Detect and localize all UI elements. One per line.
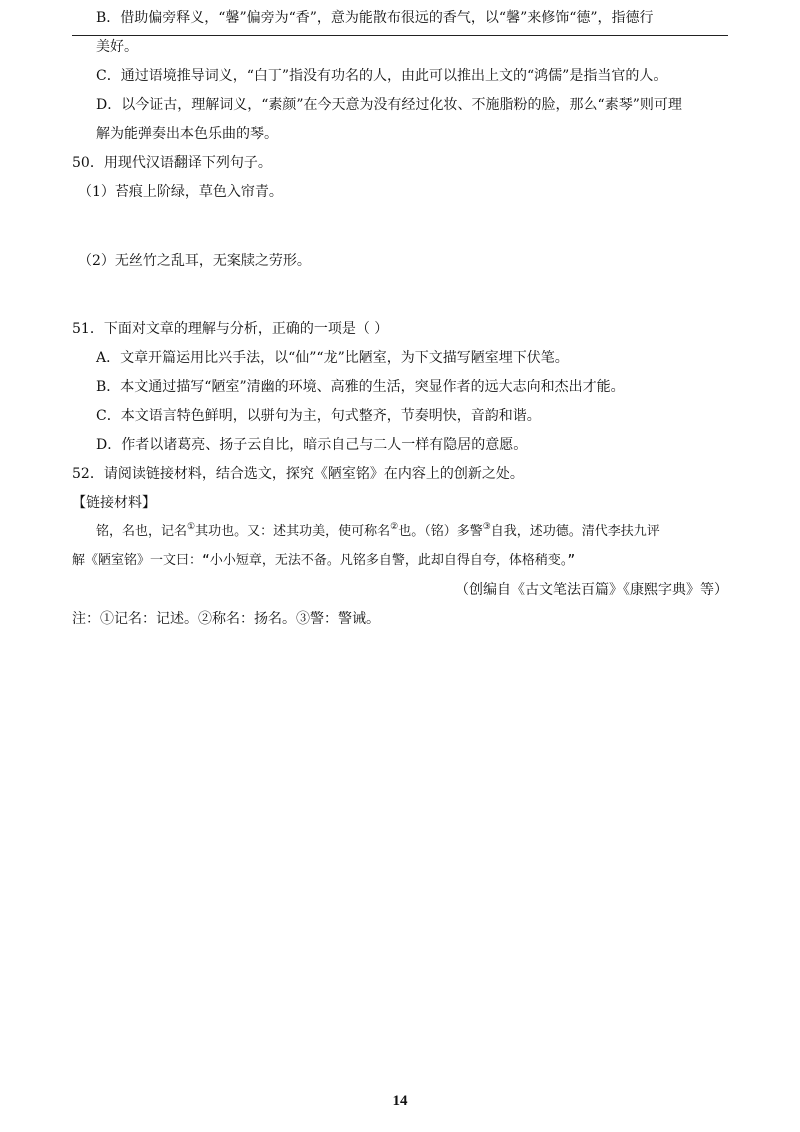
material-line-1 xyxy=(96,522,730,542)
material-text: 铭，名也，记名 xyxy=(96,524,188,539)
q50-item-2: （2）无丝竹之乱耳，无案牍之劳形。 xyxy=(78,253,311,269)
footnote-marker: ③ xyxy=(482,522,491,532)
material-line-2: 解《陋室铭》一文曰：“小小短章，无法不备。凡铭多自警，此却自得自夸，体格稍变。” xyxy=(72,553,576,568)
q49-option-c: C．通过语境推导词义，“白丁”指没有功名的人，由此可以推出上文的“鸿儒”是指当官的人。 xyxy=(96,68,668,84)
footnotes: 注：①记名：记述。②称名：扬名。③警：警诫。 xyxy=(72,611,380,627)
q50-item-1: （1）苔痕上阶绿，草色入帘青。 xyxy=(78,184,283,200)
q49-option-b-line1: B．借助偏旁释义，“馨”偏旁为“香”，意为能散布很远的香气，以“馨”来修饰“德”，指德行 xyxy=(96,10,654,26)
material-source: （创编自《古文笔法百篇》《康熙字典》等） xyxy=(455,582,728,598)
page-number: 14 xyxy=(392,1093,408,1109)
material-text: 也。（铭）多警 xyxy=(398,524,483,539)
q51-prompt: 51．下面对文章的理解与分析，正确的一项是（ ） xyxy=(72,321,389,337)
q49-option-d-line2: 解为能弹奏出本色乐曲的琴。 xyxy=(96,126,278,142)
footnote-marker: ② xyxy=(390,522,399,532)
material-text: 自我，述功德。清代李扶九评 xyxy=(490,524,660,539)
material-heading: 【链接材料】 xyxy=(72,495,156,511)
header-rule xyxy=(72,35,728,36)
footnote-marker: ① xyxy=(187,522,196,532)
material-text: 其功也。又：述其功美，使可称名 xyxy=(195,524,391,539)
q51-option-b: B．本文通过描写“陋室”清幽的环境、高雅的生活，突显作者的远大志向和杰出才能。 xyxy=(96,379,625,395)
q50-prompt: 50．用现代汉语翻译下列句子。 xyxy=(72,155,272,171)
q52-prompt: 52．请阅读链接材料，结合选文，探究《陋室铭》在内容上的创新之处。 xyxy=(72,466,524,482)
q51-option-a: A．文章开篇运用比兴手法，以“仙”“龙”比陋室，为下文描写陋室埋下伏笔。 xyxy=(96,350,569,366)
q51-option-d: D．作者以诸葛亮、扬子云自比，暗示自己与二人一样有隐居的意愿。 xyxy=(96,437,528,453)
q51-option-c: C．本文语言特色鲜明，以骈句为主，句式整齐，节奏明快，音韵和谐。 xyxy=(96,408,541,424)
q49-option-b-line2: 美好。 xyxy=(96,39,138,55)
q49-option-d-line1: D．以今证古，理解词义，“素颜”在今天意为没有经过化妆、不施脂粉的脸，那么“素琴”则可理 xyxy=(96,97,682,113)
